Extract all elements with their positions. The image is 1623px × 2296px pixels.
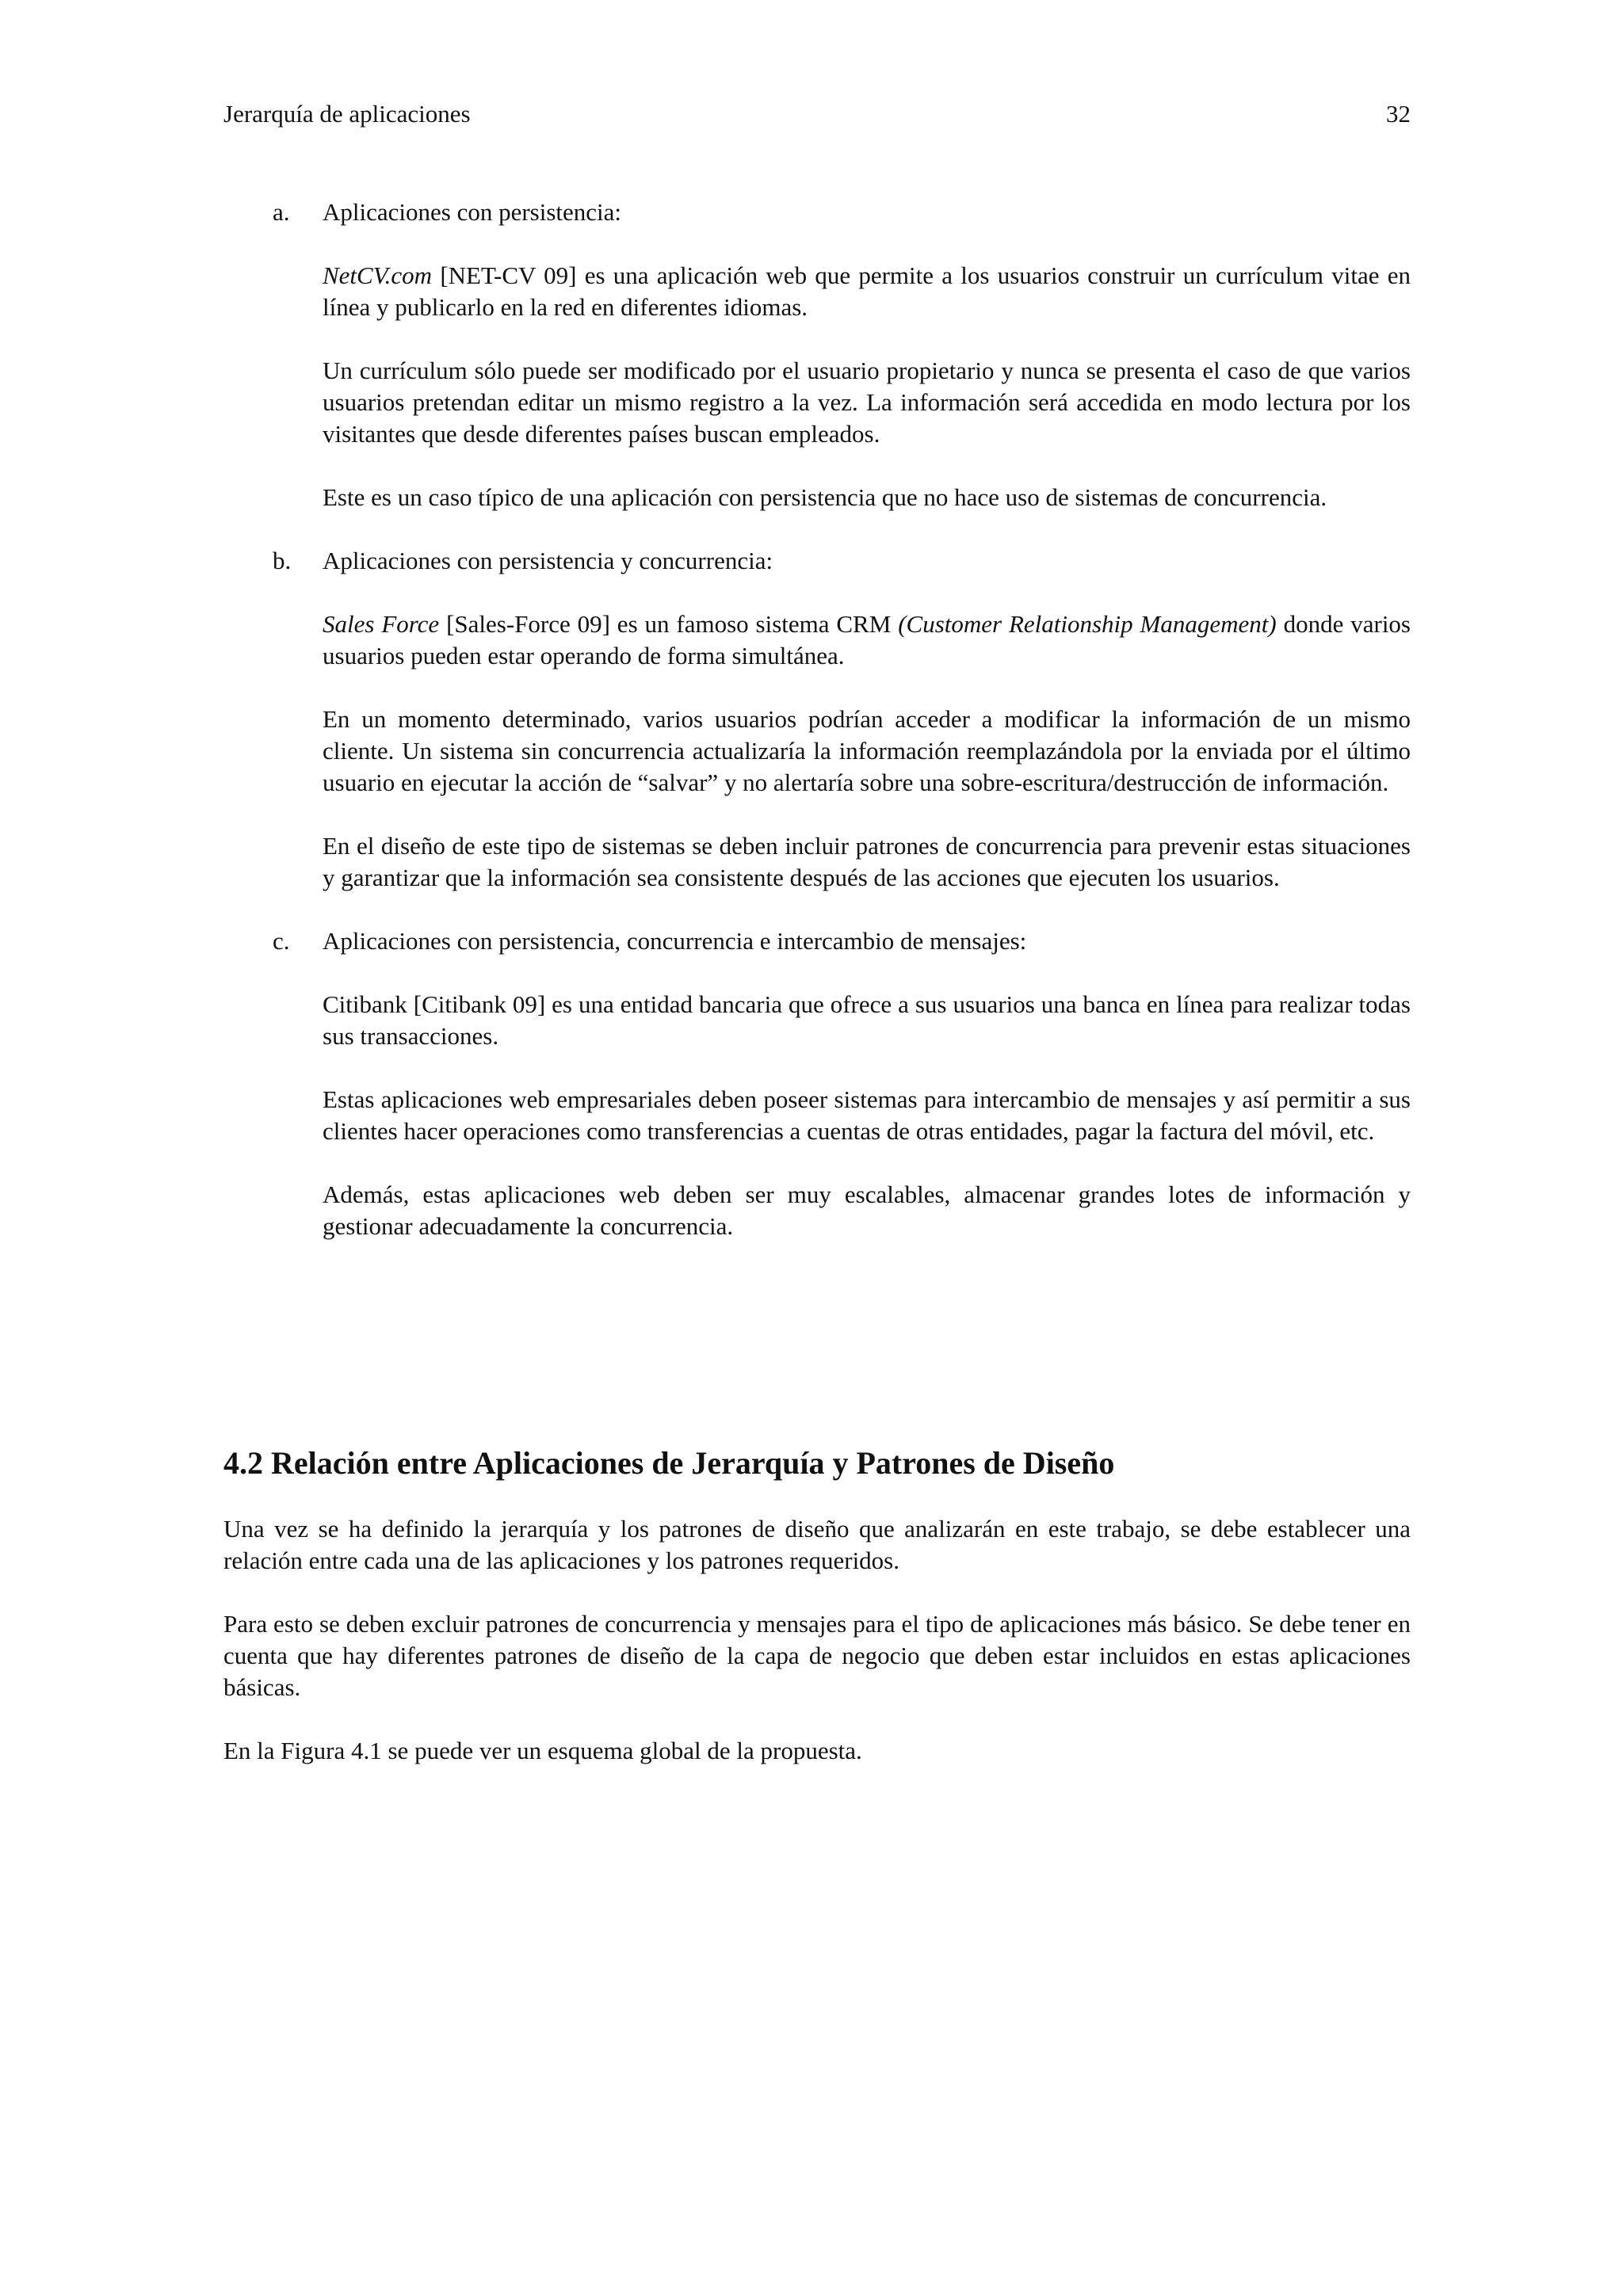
running-title: Jerarquía de aplicaciones xyxy=(223,100,471,128)
section-body xyxy=(223,1513,1411,1798)
list-paragraph: En un momento determinado, varios usuarios podrían acceder a modificar la información de un mismo cliente. Un sistema sin concurrencia actualizaría la información reemplazándola por la enviada por el último usuario en ejecutar la acción de “salvar” y no alertaría sobre una sobre-escritura/destrucción de información. xyxy=(323,705,1411,796)
body-paragraph: Una vez se ha definido la jerarquía y los patrones de diseño que analizarán en este trabajo, se debe establecer una relación entre cada una de las aplicaciones y los patrones requeridos. xyxy=(223,1515,1411,1574)
list-paragraph xyxy=(323,608,1411,672)
list-paragraph: En el diseño de este tipo de sistemas se deben incluir patrones de concurrencia para prevenir estas situaciones y garantizar que la información sea consistente después de las acciones que ejecuten los usuarios. xyxy=(323,832,1411,891)
list-item-title: Aplicaciones con persistencia: xyxy=(323,198,622,226)
paragraph-text: [NET-CV 09] es una aplicación web que permite a los usuarios construir un currículum vitae en línea y publicarlo en la red en diferentes idiomas. xyxy=(323,261,1411,321)
list-marker: b. xyxy=(273,547,292,574)
paragraph-text: [Sales-Force 09] es un famoso sistema CRM xyxy=(439,610,899,638)
body-paragraph: En la Figura 4.1 se puede ver un esquema global de la propuesta. xyxy=(223,1737,862,1764)
list-paragraph: Citibank [Citibank 09] es una entidad bancaria que ofrece a sus usuarios una banca en línea para realizar todas sus transacciones. xyxy=(323,990,1411,1050)
page-number: 32 xyxy=(1386,100,1411,128)
section-heading: 4.2 Relación entre Aplicaciones de Jerarquía y Patrones de Diseño xyxy=(223,1445,1115,1481)
list-item-c xyxy=(223,925,1411,1242)
list-item-b xyxy=(223,545,1411,894)
paragraph-text: donde varios usuarios pueden estar operando de forma simultánea. xyxy=(323,610,1411,669)
page-header xyxy=(223,98,1411,130)
emphasis-text: Sales Force xyxy=(323,610,440,638)
list-paragraph: Un currículum sólo puede ser modificado por el usuario propietario y nunca se presenta el caso de que varios usuarios pretendan editar un mismo registro a la vez. La información será accedida en modo lectura por los visitantes que desde diferentes países buscan empleados. xyxy=(323,357,1411,448)
body-paragraph: Para esto se deben excluir patrones de concurrencia y mensajes para el tipo de aplicaciones más básico. Se debe tener en cuenta que hay diferentes patrones de diseño de la capa de negocio que deben estar incluidos en estas aplicaciones básicas. xyxy=(223,1610,1411,1701)
list-item-a xyxy=(223,196,1411,513)
emphasis-text: NetCV.com xyxy=(323,261,433,289)
list-marker: a. xyxy=(273,198,290,226)
list-item-title: Aplicaciones con persistencia y concurrencia: xyxy=(323,547,773,574)
list-paragraph xyxy=(323,260,1411,323)
list-paragraph: Este es un caso típico de una aplicación con persistencia que no hace uso de sistemas de concurrencia. xyxy=(323,483,1327,511)
list-item-title: Aplicaciones con persistencia, concurrencia e intercambio de mensajes: xyxy=(323,927,1027,955)
emphasis-text: (Customer Relationship Management) xyxy=(898,610,1277,638)
list-marker: c. xyxy=(273,927,290,955)
list-paragraph: Estas aplicaciones web empresariales deben poseer sistemas para intercambio de mensajes y así permitir a sus clientes hacer operaciones como transferencias a cuentas de otras entidades, pagar la factura del móvil, etc. xyxy=(323,1085,1411,1145)
application-list xyxy=(223,196,1411,1274)
list-paragraph: Además, estas aplicaciones web deben ser muy escalables, almacenar grandes lotes de información y gestionar adecuadamente la concurrencia. xyxy=(323,1180,1411,1240)
